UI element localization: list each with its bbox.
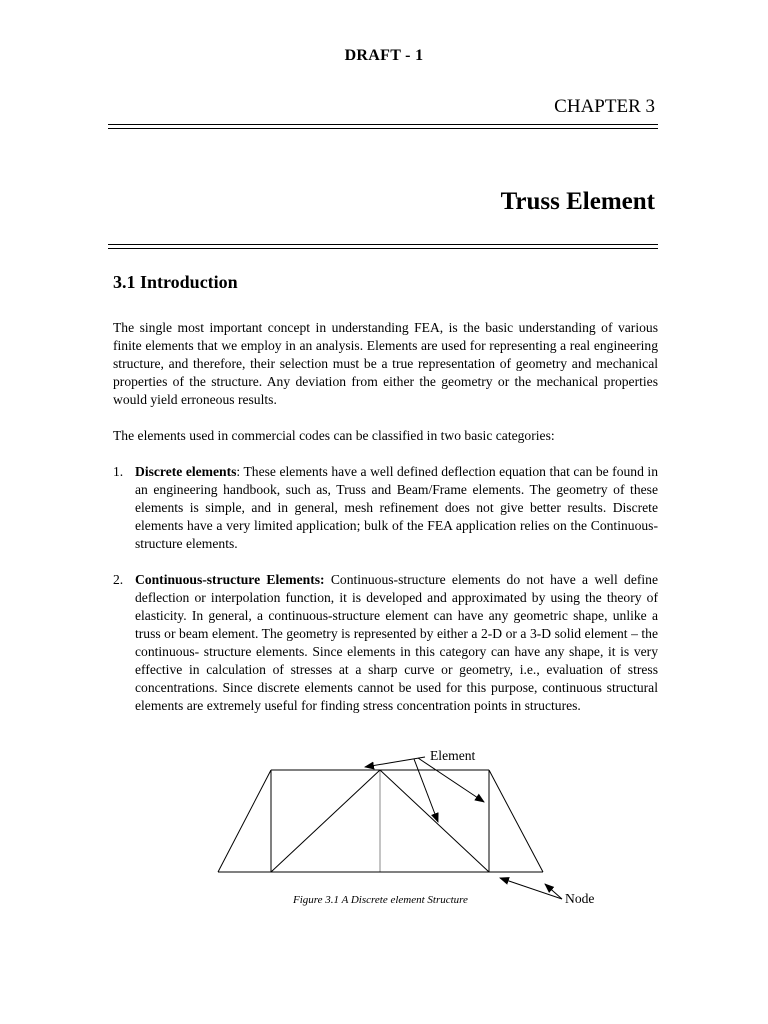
intro-paragraph: The single most important concept in understanding FEA, is the basic understanding of various finite elements that we employ in an analysis. Elements are used for representing a real engineering structure, and therefore, their selection must be a true representation of geometry and mechanical properties of the structure. Any deviation from either the geometry or the mechanical properties would yield erroneous results. (113, 320, 658, 407)
truss-diagonal-right (380, 770, 489, 872)
draft-label: DRAFT - 1 (344, 47, 424, 64)
list-text: These elements have a well defined deflection equation that can be found in an engineering handbook, such as, Truss and Beam/Frame elements. The geometry of these elements is simple, and in general, mesh refinement does not give better results. Discrete elements have a very limited application; bulk of the FEA application relies on the Continuous-structure elements. (135, 464, 659, 551)
title-rule-top (108, 244, 658, 245)
truss-right-slant (489, 770, 543, 872)
truss-left-slant (218, 770, 271, 872)
node-label: Node (565, 891, 595, 906)
list-separator: : (236, 464, 244, 479)
list-term: Discrete elements (135, 464, 237, 479)
chapter-rule-top (108, 124, 658, 125)
list-item (113, 571, 658, 715)
truss-diagonal-left (271, 770, 380, 872)
list-item (113, 463, 658, 553)
truss-diagram (200, 740, 580, 900)
list-body (135, 571, 658, 715)
section-heading: 3.1 Introduction (113, 272, 238, 292)
categories-paragraph: The elements used in commercial codes can be classified in two basic categories: (113, 428, 555, 443)
list-body (135, 463, 658, 553)
chapter-label: CHAPTER 3 (554, 96, 655, 117)
list-number: 1. (113, 464, 124, 479)
list-term: Continuous-structure Elements: (135, 572, 325, 587)
title-rule-bottom (108, 248, 658, 249)
node-arrow (500, 878, 562, 899)
element-label: Element (430, 748, 476, 763)
list-number: 2. (113, 572, 124, 587)
chapter-rule-bottom (108, 128, 658, 129)
node-arrow (545, 884, 562, 899)
list-text: Continuous-structure elements do not have a well define deflection or interpolation function, it is developed and approximated by using the theory of elasticity. In general, a continuous-structure element can have any geometric shape, unlike a truss or beam element. The geometry is represented by either a 2-D or a 3-D solid element – the continuous- structure elements. Since elements in this category can have any shape, it is very effective in calculation of stresses at a sharp curve or geometry, i.e., evaluation of stress concentrations. Since discrete elements cannot be used for this purpose, continuous structural elements are extremely useful for finding stress concentration points in structures. (135, 572, 658, 713)
figure-caption: Figure 3.1 A Discrete element Structure (293, 894, 468, 906)
chapter-title: Truss Element (500, 188, 655, 215)
